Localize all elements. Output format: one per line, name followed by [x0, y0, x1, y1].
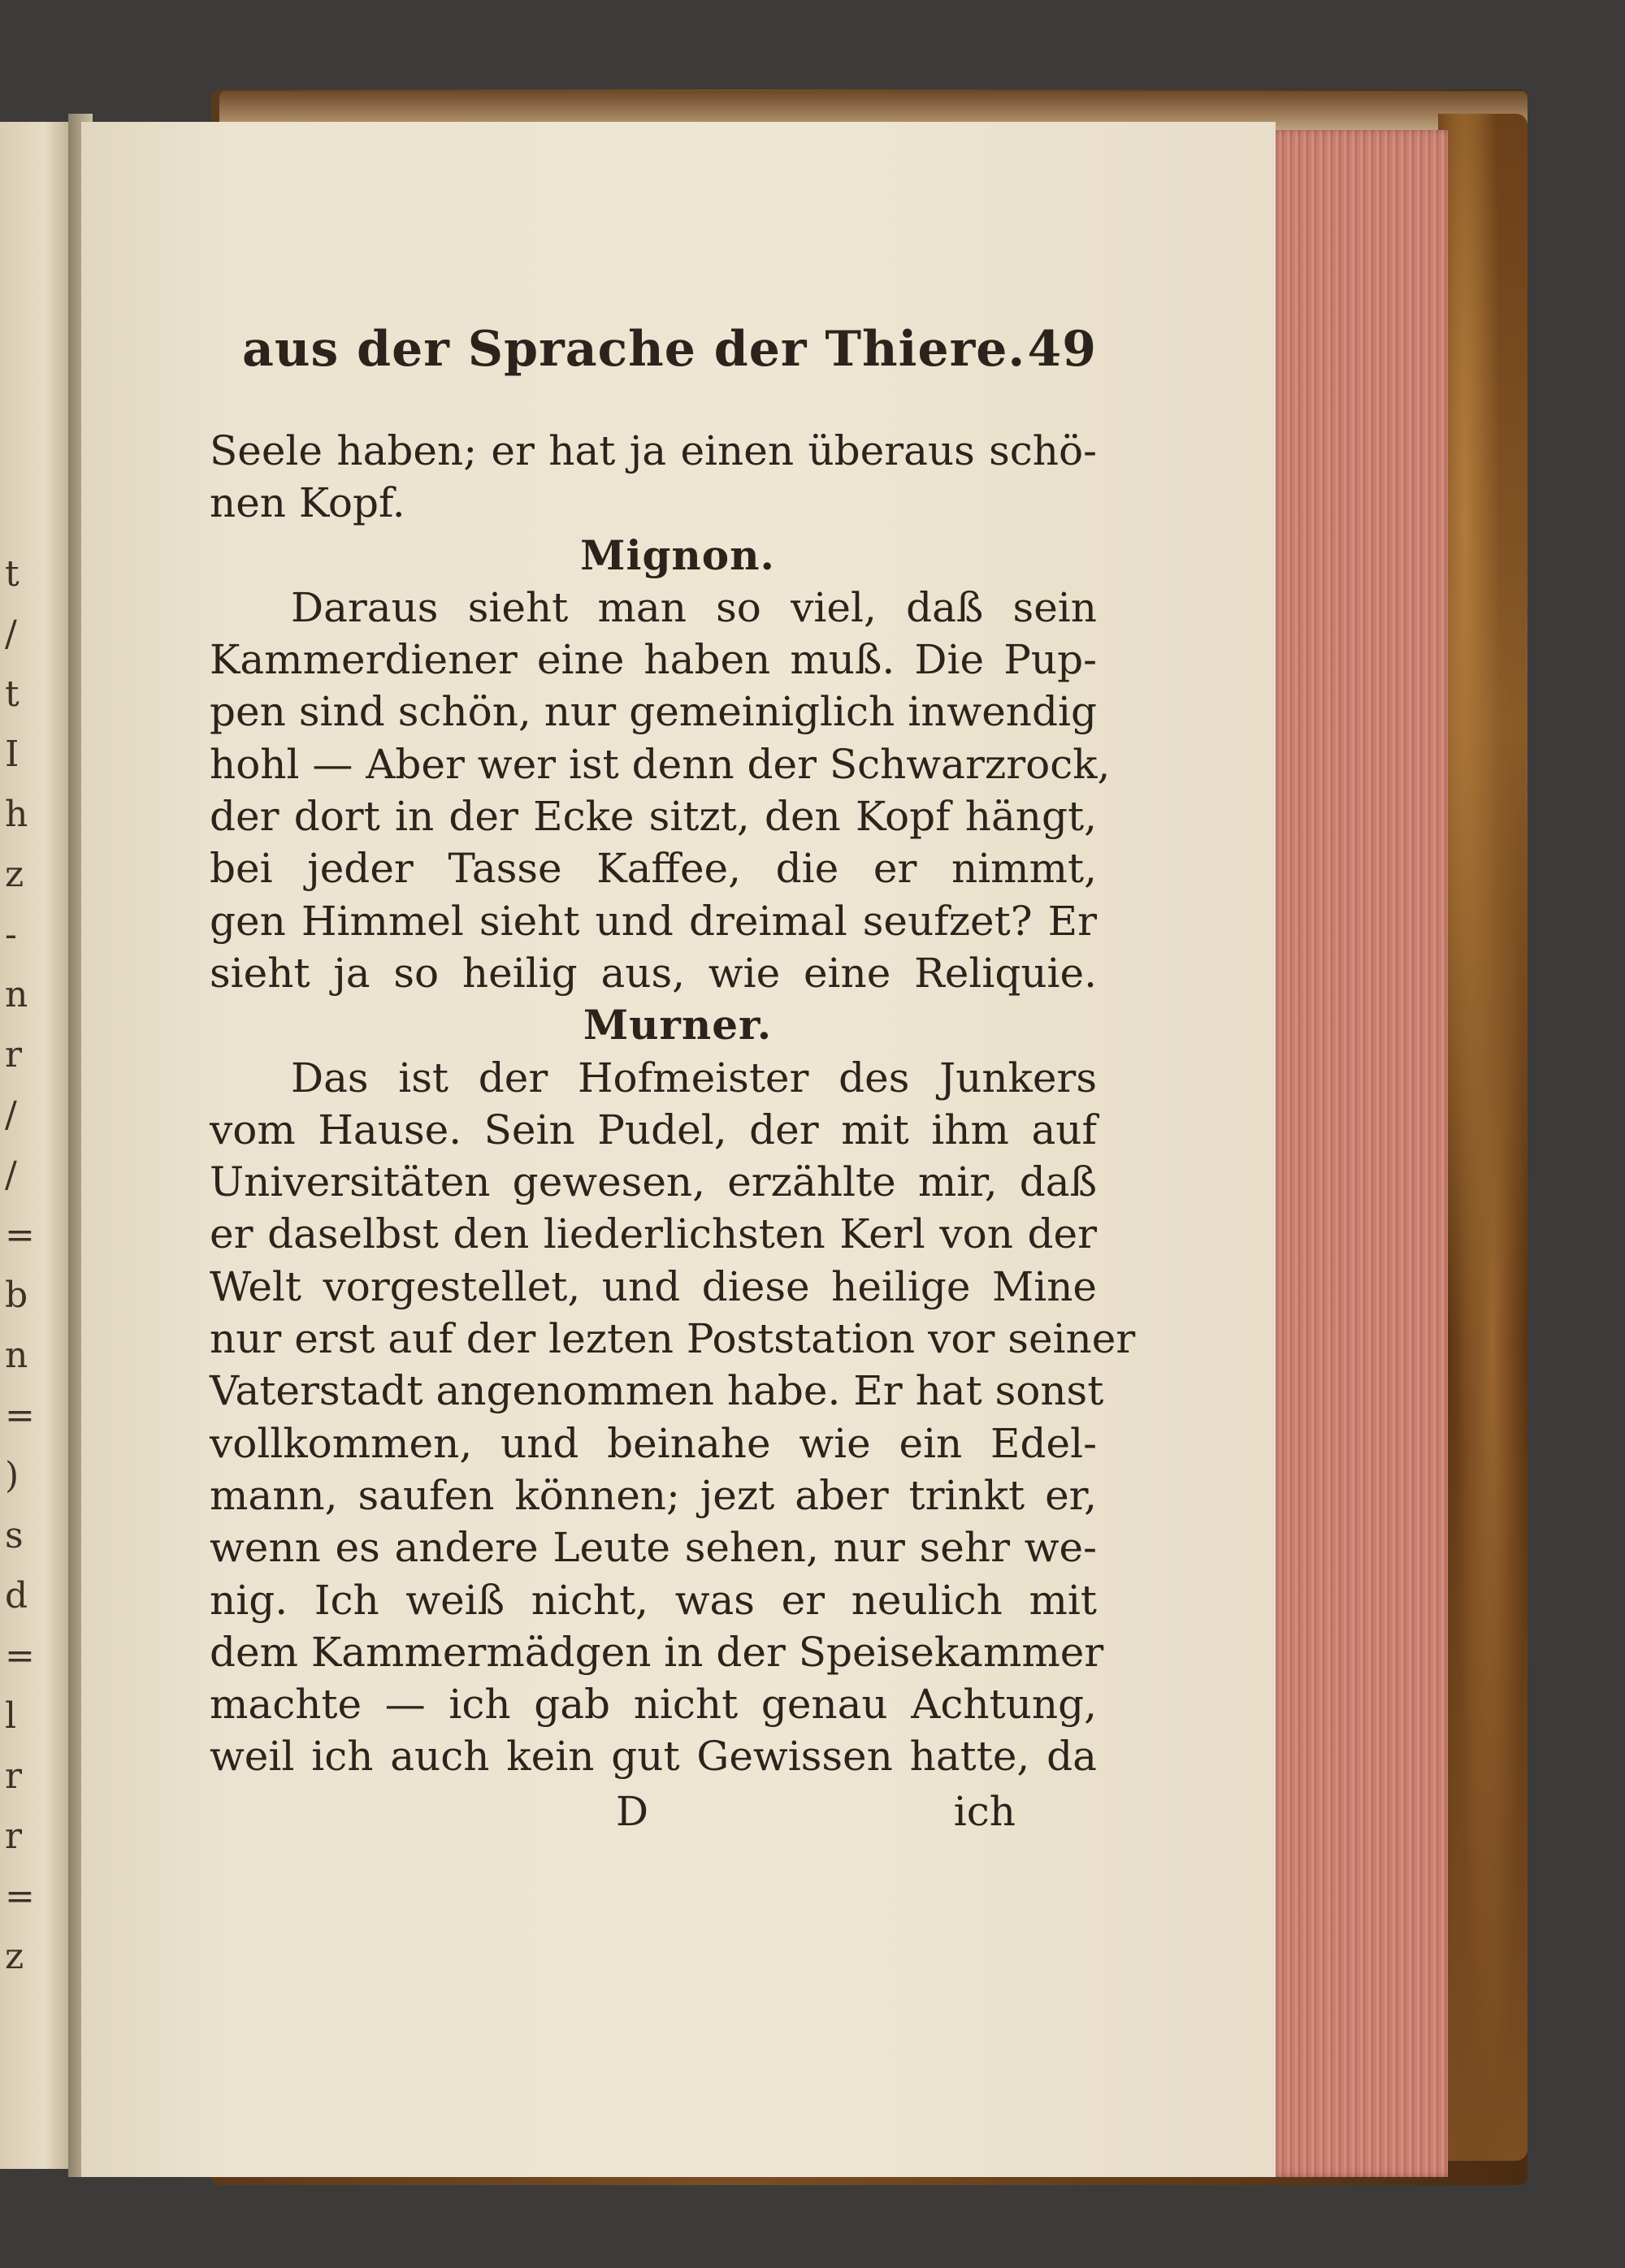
running-head: [210, 321, 1097, 402]
text-line: Universitäten gewesen, erzählte mir, daß: [210, 1158, 1097, 1206]
text-line: Daraus sieht man so viel, daß sein: [291, 583, 1097, 631]
left-page-fragment: r: [5, 1816, 23, 1857]
text-line: dem Kammermädgen in der Speisekammer: [210, 1628, 1104, 1676]
text-line: Das ist der Hofmeister des Junkers: [291, 1054, 1097, 1102]
left-page-fragment: z: [5, 1936, 24, 1977]
text-line: vom Hause. Sein Pudel, der mit ihm auf: [210, 1106, 1097, 1153]
left-page-fragment: /: [5, 1154, 17, 1196]
text-line: er daselbst den liederlichsten Kerl von der: [210, 1210, 1097, 1258]
text-line: der dort in der Ecke sitzt, den Kopf hängt,: [210, 793, 1097, 841]
text-line: nen Kopf.: [210, 479, 405, 527]
left-page-fragment: =: [5, 1395, 35, 1436]
left-page-fragment: h: [5, 794, 28, 835]
text-line: gen Himmel sieht und dreimal seufzet? Er: [210, 897, 1097, 945]
speaker-heading: Mignon.: [580, 530, 775, 579]
page-text: [210, 321, 1136, 1835]
left-page-fragments: [5, 544, 37, 1987]
text-line: wenn es andere Leute sehen, nur sehr we-: [210, 1524, 1097, 1572]
text-line: bei jeder Tasse Kaffee, die er nimmt,: [210, 845, 1097, 893]
running-title: aus der Sprache der Thiere.: [242, 321, 1026, 378]
left-page-fragment: =: [5, 1214, 35, 1256]
left-page-fragment: =: [5, 1635, 35, 1677]
left-page-fragment: n: [5, 974, 28, 1015]
left-page-fragment: n: [5, 1335, 28, 1376]
text-line: mann, saufen können; jezt aber trinkt er,: [210, 1471, 1097, 1519]
left-page-fragment: r: [5, 1034, 23, 1076]
left-page-fragment: -: [5, 914, 17, 955]
left-page-fragment: z: [5, 854, 24, 895]
text-line: weil ich auch kein gut Gewissen hatte, da: [210, 1733, 1097, 1781]
left-page-fragment: /: [5, 1094, 17, 1136]
catchword: ich: [953, 1787, 1016, 1835]
text-line: Welt vorgestellet, und diese heilige Mine: [210, 1262, 1097, 1310]
signature-mark: D: [616, 1787, 649, 1835]
text-line: Kammerdiener eine haben muß. Die Pup-: [210, 636, 1097, 684]
text-line: Seele haben; er hat ja einen überaus schö-: [210, 427, 1097, 474]
text-line: pen sind schön, nur gemeiniglich inwendig: [210, 688, 1097, 736]
left-page-fragment: t: [5, 553, 20, 595]
left-page-fragment: =: [5, 1876, 35, 1917]
left-facing-page: [0, 122, 75, 2169]
text-line: machte — ich gab nicht genau Achtung,: [210, 1681, 1097, 1729]
body-text: [210, 425, 1136, 1783]
speaker-heading: Murner.: [583, 1001, 773, 1050]
left-page-fragment: /: [5, 613, 17, 655]
page-fore-edge: [1269, 130, 1448, 2177]
left-page-fragment: s: [5, 1515, 24, 1556]
text-line: nur erst auf der lezten Poststation vor seiner: [210, 1315, 1136, 1363]
left-page-fragment: I: [5, 734, 20, 775]
text-line: vollkommen, und beinahe wie ein Edel-: [210, 1419, 1097, 1467]
text-line: nig. Ich weiß nicht, was er neulich mit: [210, 1576, 1097, 1624]
left-page-fragment: r: [5, 1755, 23, 1797]
book-cover-edge: [1438, 114, 1528, 2161]
page-footer: [210, 1788, 1097, 1835]
left-page-fragment: d: [5, 1575, 28, 1617]
left-page-fragment: ): [5, 1455, 20, 1496]
text-line: hohl — Aber wer ist denn der Schwarzrock,: [210, 740, 1111, 788]
left-page-fragment: b: [5, 1275, 28, 1316]
left-page-fragment: l: [5, 1695, 17, 1737]
left-page-fragment: t: [5, 673, 20, 715]
text-line: Vaterstadt angenommen habe. Er hat sonst: [210, 1367, 1104, 1415]
text-line: sieht ja so heilig aus, wie eine Reliquie.: [210, 949, 1097, 997]
page-number: 49: [1027, 321, 1097, 378]
